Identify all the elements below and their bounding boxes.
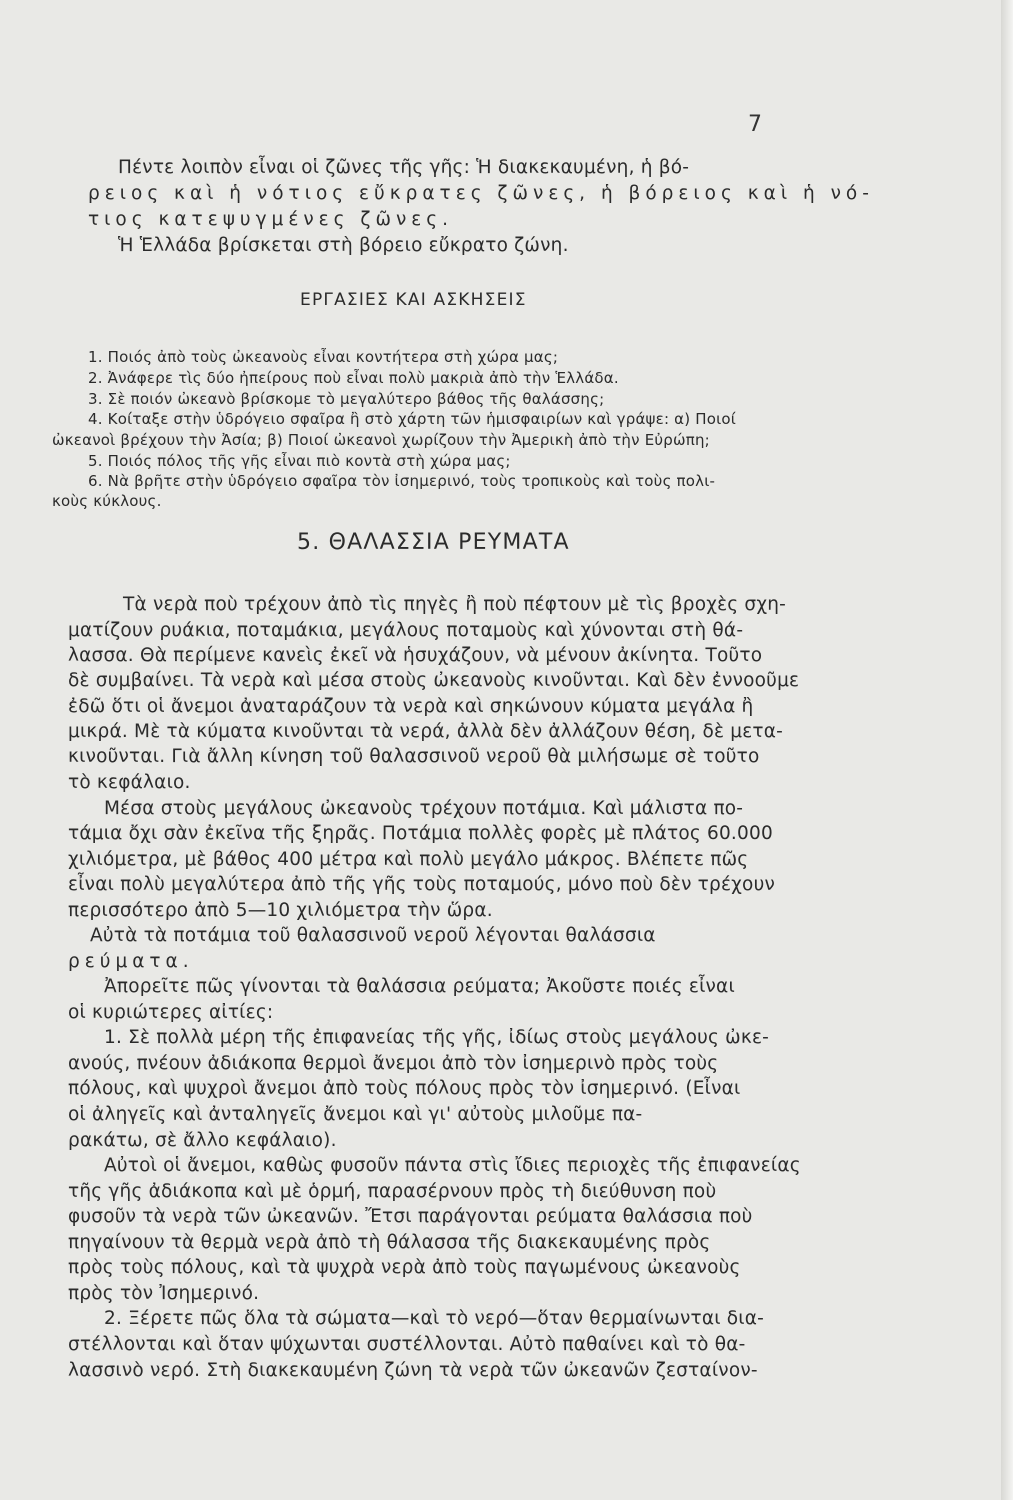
text-line: Αὐτοὶ οἱ ἄνεμοι, καθὼς φυσοῦν πάντα στὶς ἴδιες περιοχὲς τῆς ἐπιφανείας <box>104 1155 801 1176</box>
text-line: ἐδῶ ὅτι οἱ ἄνεμοι ἀναταράζουν τὰ νερὰ καὶ σηκώνουν κύματα μεγάλα ἢ <box>68 696 754 717</box>
text-line: ανούς, πνέουν ἀδιάκοπα θερμοὶ ἄνεμοι ἀπὸ τὸν ἰσημερινὸ πρὸς τοὺς <box>68 1053 719 1074</box>
list-item: κοὺς κύκλους. <box>52 492 162 510</box>
text-line: περισσότερο ἀπὸ 5—10 χιλιόμετρα τὴν ὥρα. <box>68 900 493 921</box>
list-item: 6. Νὰ βρῆτε στὴν ὑδρόγειο σφαῖρα τὸν ἰσημερινό, τοὺς τροπικοὺς καὶ τοὺς πολι- <box>88 472 716 490</box>
text-line: πρὸς τοὺς πόλους, καὶ τὰ ψυχρὰ νερὰ ἀπὸ τοὺς παγωμένους ὠκεανοὺς <box>68 1257 741 1278</box>
list-item: 2. Ἀνάφερε τὶς δύο ἠπείρους ποὺ εἶναι πολὺ μακριὰ ἀπὸ τὴν Ἑλλάδα. <box>88 369 619 387</box>
text-line: τὸ κεφάλαιο. <box>68 772 191 793</box>
text-line: Ἀπορεῖτε πῶς γίνονται τὰ θαλάσσια ρεύματα; Ἀκοῦστε ποιές εἶναι <box>104 976 735 997</box>
text-line: εἶναι πολὺ μεγαλύτερα ἀπὸ τῆς γῆς τοὺς ποταμούς, μόνο ποὺ δὲν τρέχουν <box>68 874 776 895</box>
text-line: πηγαίνουν τὰ θερμὰ νερὰ ἀπὸ τὴ θάλασσα τῆς διακεκαυμένης πρὸς <box>68 1232 711 1253</box>
list-item: 3. Σὲ ποιόν ὠκεανὸ βρίσκομε τὸ μεγαλύτερο βάθος τῆς θαλάσσης; <box>88 390 605 408</box>
text-line: Πέντε λοιπὸν εἶναι οἱ ζῶνες τῆς γῆς: Ἡ διακεκαυμένη, ἡ βό- <box>118 157 690 178</box>
text-line: τῆς γῆς ἀδιάκοπα καὶ μὲ ὁρμή, παρασέρνουν πρὸς τὴ διεύθυνση ποὺ <box>68 1181 717 1202</box>
text-line: Ἡ Ἑλλάδα βρίσκεται στὴ βόρειο εὔκρατο ζώνη. <box>118 235 569 256</box>
text-line: Τὰ νερὰ ποὺ τρέχουν ἀπὸ τὶς πηγὲς ἢ ποὺ πέφτουν μὲ τὶς βροχὲς σχη- <box>123 594 787 615</box>
list-item: 5. Ποιός πόλος τῆς γῆς εἶναι πιὸ κοντὰ στὴ χώρα μας; <box>88 452 511 470</box>
text-line: λασσινὸ νερό. Στὴ διακεκαυμένη ζώνη τὰ νερὰ τῶν ὠκεανῶν ζεσταίνον- <box>68 1360 758 1381</box>
text-line: οἱ ἀληγεῖς καὶ ἀνταληγεῖς ἄνεμοι καὶ γι' αὐτοὺς μιλοῦμε πα- <box>68 1104 643 1125</box>
text-line: ρειος καὶ ἡ νότιος εὔκρατες ζῶνες, ἡ βόρειος καὶ ἡ νό- <box>88 183 874 204</box>
text-line: Μέσα στοὺς μεγάλους ὠκεανοὺς τρέχουν ποτάμια. Καὶ μάλιστα πο- <box>104 798 744 819</box>
list-item: ὠκεανοὶ βρέχουν τὴν Ἀσία; β) Ποιοί ὠκεανοὶ χωρίζουν τὴν Ἀμερικὴ ἀπὸ τὴν Εὐρώπη; <box>52 431 710 449</box>
text-line: ρεύματα. <box>68 951 194 972</box>
text-line: ρακάτω, σὲ ἄλλο κεφάλαιο). <box>68 1130 337 1151</box>
text-line: πόλους, καὶ ψυχροὶ ἄνεμοι ἀπὸ τοὺς πόλους πρὸς τὸν ἰσημερινό. (Εἶναι <box>68 1078 741 1099</box>
text-line: 1. Σὲ πολλὰ μέρη τῆς ἐπιφανείας τῆς γῆς, ἰδίως στοὺς μεγάλους ὠκε- <box>104 1027 770 1048</box>
text-line: χιλιόμετρα, μὲ βάθος 400 μέτρα καὶ πολὺ μεγάλο μάκρος. Βλέπετε πῶς <box>68 849 749 870</box>
text-line: φυσοῦν τὰ νερὰ τῶν ὠκεανῶν. Ἔτσι παράγονται ρεύματα θαλάσσια ποὺ <box>68 1206 753 1227</box>
page-number: 7 <box>748 112 762 137</box>
text-line: ματίζουν ρυάκια, ποταμάκια, μεγάλους ποταμοὺς καὶ χύνονται στὴ θά- <box>68 620 744 641</box>
text-line: κινοῦνται. Γιὰ ἄλλη κίνηση τοῦ θαλασσινοῦ νεροῦ θὰ μιλήσωμε σὲ τοῦτο <box>68 746 760 767</box>
text-line: οἱ κυριώτερες αἰτίες: <box>68 1002 274 1023</box>
text-line: δὲ συμβαίνει. Τὰ νερὰ καὶ μέσα στοὺς ὠκεανοὺς κινοῦνται. Καὶ δὲν ἐννοοῦμε <box>68 670 800 691</box>
text-line: λασσα. Θὰ περίμενε κανεὶς ἐκεῖ νὰ ἡσυχάζουν, νὰ μένουν ἀκίνητα. Τοῦτο <box>68 645 763 666</box>
text-line: πρὸς τὸν Ἰσημερινό. <box>68 1283 260 1304</box>
page-edge <box>1001 0 1013 1500</box>
exercises-heading: ΕΡΓΑΣΙΕΣ ΚΑΙ ΑΣΚΗΣΕΙΣ <box>300 290 527 310</box>
text-line: τιος κατεψυγμένες ζῶνες. <box>88 209 454 230</box>
text-line: τάμια ὄχι σὰν ἐκεῖνα τῆς ξηρᾶς. Ποτάμια πολλὲς φορὲς μὲ πλάτος 60.000 <box>68 823 773 844</box>
text-line: 2. Ξέρετε πῶς ὅλα τὰ σώματα—καὶ τὸ νερό—ὅταν θερμαίνωνται δια- <box>104 1308 765 1329</box>
text-line: μικρά. Μὲ τὰ κύματα κινοῦνται τὰ νερά, ἀλλὰ δὲν ἀλλάζουν θέση, δὲ μετα- <box>68 721 784 742</box>
list-item: 1. Ποιός ἀπὸ τοὺς ὠκεανοὺς εἶναι κοντήτερα στὴ χώρα μας; <box>88 348 559 366</box>
list-item: 4. Κοίταξε στὴν ὑδρόγειο σφαῖρα ἢ στὸ χάρτη τῶν ἡμισφαιρίων καὶ γράψε: α) Ποιοί <box>88 410 737 428</box>
text-line: στέλλονται καὶ ὅταν ψύχωνται συστέλλονται. Αὐτὸ παθαίνει καὶ τὸ θα- <box>68 1334 746 1355</box>
text-line: Αὐτὰ τὰ ποτάμια τοῦ θαλασσινοῦ νεροῦ λέγονται θαλάσσια <box>90 925 656 946</box>
section-heading: 5. ΘΑΛΑΣΣΙΑ ΡΕΥΜΑΤΑ <box>297 530 570 555</box>
